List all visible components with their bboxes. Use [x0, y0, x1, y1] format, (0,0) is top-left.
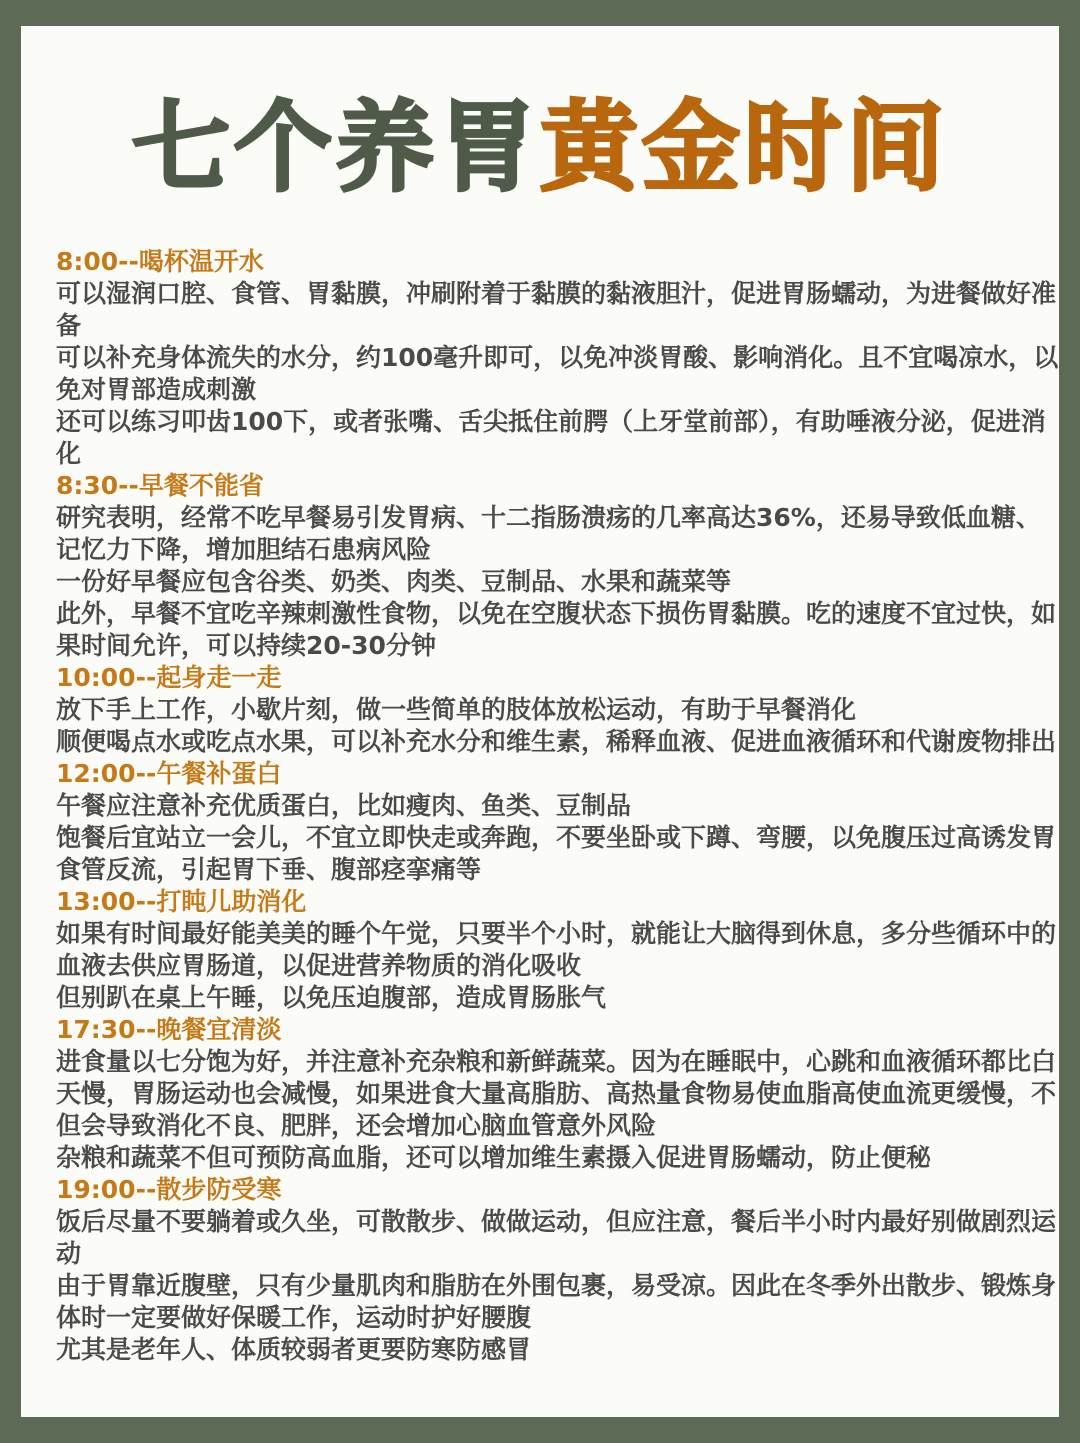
paragraph: 午餐应注意补充优质蛋白，比如瘦肉、鱼类、豆制品 [56, 791, 632, 820]
paragraph: 进食量以七分饱为好，并注意补充杂粮和新鲜蔬菜。因为在睡眠中，心跳和血液循环都比白天慢，胃肠运动也会减慢，如果进食大量高脂肪、高热量食物易使血脂高使血流更缓慢，不但会导致消化不良、肥胖，还会增加心脑血管意外风险 [56, 1047, 1057, 1140]
section-13-00 [56, 886, 1061, 1014]
section-heading: 10:00--起身走一走 [56, 663, 282, 692]
paragraph: 顺便喝点水或吃点水果，可以补充水分和维生素，稀释血液、促进血液循环和代谢废物排出 [56, 727, 1057, 756]
section-8-30 [56, 470, 1061, 662]
section-19-00 [56, 1174, 1061, 1366]
section-17-30 [56, 1014, 1061, 1174]
section-heading: 17:30--晚餐宜清淡 [56, 1015, 282, 1044]
paragraph: 由于胃靠近腹壁，只有少量肌肉和脂肪在外围包裹，易受凉。因此在冬季外出散步、锻炼身体时一定要做好保暖工作，运动时护好腰腹 [56, 1271, 1057, 1332]
paragraph: 但别趴在桌上午睡，以免压迫腹部，造成胃肠胀气 [56, 983, 607, 1012]
section-8-00 [56, 246, 1061, 470]
page-card [21, 26, 1059, 1417]
page-title [21, 88, 1059, 208]
paragraph: 如果有时间最好能美美的睡个午觉，只要半个小时，就能让大脑得到休息，多分些循环中的血液去供应胃肠道，以促进营养物质的消化吸收 [56, 919, 1057, 980]
paragraph: 尤其是老年人、体质较弱者更要防寒防感冒 [56, 1335, 532, 1364]
section-heading: 8:30--早餐不能省 [56, 471, 264, 500]
paragraph: 可以湿润口腔、食管、胃黏膜，冲刷附着于黏膜的黏液胆汁，促进胃肠蠕动，为进餐做好准备 [56, 279, 1057, 340]
paragraph: 还可以练习叩齿100下，或者张嘴、舌尖抵住前腭（上牙堂前部），有助唾液分泌，促进消化 [56, 407, 1046, 468]
paragraph: 饭后尽量不要躺着或久坐，可散散步、做做运动，但应注意，餐后半小时内最好别做剧烈运动 [56, 1207, 1057, 1268]
title-part-orange: 黄金时间 [540, 91, 949, 205]
paragraph: 一份好早餐应包含谷类、奶类、肉类、豆制品、水果和蔬菜等 [56, 567, 732, 596]
section-heading: 13:00--打盹儿助消化 [56, 887, 307, 916]
section-10-00 [56, 662, 1061, 758]
paragraph: 饱餐后宜站立一会儿，不宜立即快走或奔跑，不要坐卧或下蹲、弯腰，以免腹压过高诱发胃食管反流，引起胃下垂、腹部痉挛痛等 [56, 823, 1057, 884]
paragraph: 此外，早餐不宜吃辛辣刺激性食物，以免在空腹状态下损伤胃黏膜。吃的速度不宜过快，如果时间允许，可以持续20-30分钟 [56, 599, 1057, 660]
content [56, 246, 1061, 1366]
paragraph: 杂粮和蔬菜不但可预防高血脂，还可以增加维生素摄入促进胃肠蠕动，防止便秘 [56, 1143, 932, 1172]
section-heading: 19:00--散步防受寒 [56, 1175, 282, 1204]
paragraph: 研究表明，经常不吃早餐易引发胃病、十二指肠溃疡的几率高达36%，还易导致低血糖、记忆力下降，增加胆结石患病风险 [56, 503, 1041, 564]
section-12-00 [56, 758, 1061, 886]
paragraph: 可以补充身体流失的水分，约100毫升即可，以免冲淡胃酸、影响消化。且不宜喝凉水，以免对胃部造成刺激 [56, 343, 1059, 404]
section-heading: 12:00--午餐补蛋白 [56, 759, 282, 788]
section-heading: 8:00--喝杯温开水 [56, 247, 264, 276]
paragraph: 放下手上工作，小歇片刻，做一些简单的肢体放松运动，有助于早餐消化 [56, 695, 857, 724]
title-part-green: 七个养胃 [131, 91, 540, 205]
